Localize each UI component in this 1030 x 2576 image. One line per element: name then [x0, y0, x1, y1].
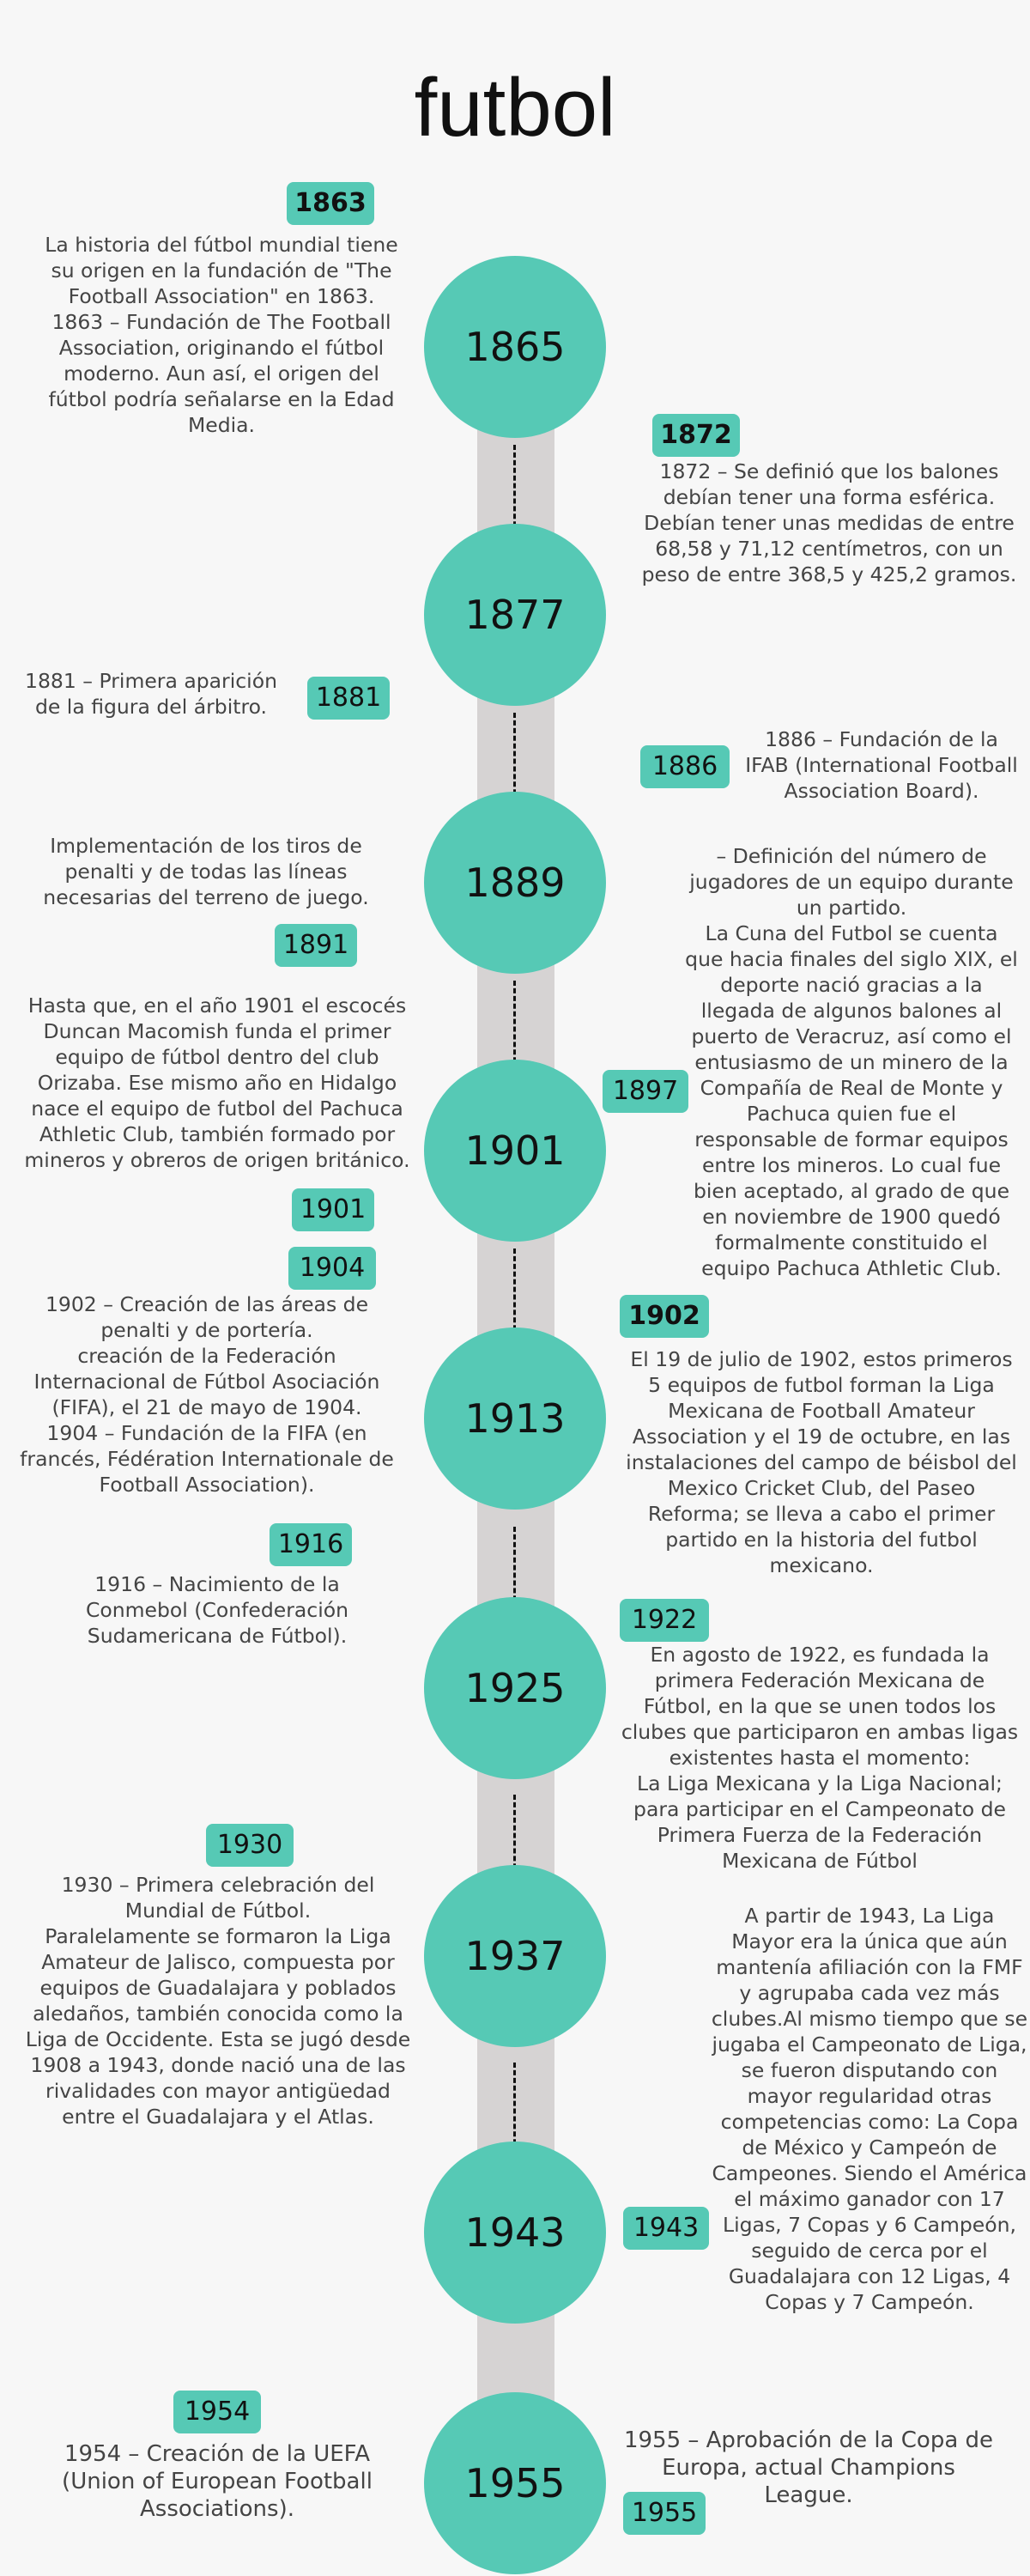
event-text-1955: 1955 – Aprobación de la Copa de Europa, actual Champions League.: [623, 2427, 994, 2508]
timeline-circle-1913: 1913: [424, 1327, 606, 1510]
year-badge-1930: 1930: [206, 1824, 294, 1867]
year-badge-1872: 1872: [652, 414, 740, 457]
year-badge-1881: 1881: [307, 677, 390, 720]
page-title: futbol: [414, 62, 616, 154]
event-text-1902: El 19 de julio de 1902, estos primeros 5 equipos de futbol forman la Liga Mexicana de Football Amateur Association y el 19 de octubre, en las instalaciones del campo de béisbol del Mexico Cricket Club, del Paseo Reforma; se lleva a cabo el primer partido en la historia del futbol mexicano.: [626, 1347, 1017, 1577]
year-badge-1902: 1902: [620, 1295, 709, 1338]
timeline-circle-1937: 1937: [424, 1865, 606, 2047]
year-badge-1955: 1955: [623, 2492, 706, 2535]
year-badge-1891: 1891: [275, 924, 357, 967]
event-text-cuna-del-futbol: – Definición del número de jugadores de un equipo durante un partido. La Cuna del Futbol se cuenta que hacia finales del siglo XIX, el deporte nació gracias a la llegada de algunos balones al puerto de Veracruz, así como el entusiasmo de un minero de la Compañía de Real de Monte y Pachuca quien fue el responsable de formar equipos entre los mineros. Lo cual fue bien aceptado, al grado de que en noviembre de 1900 quedó formalmente constituido el equipo Pachuca Athletic Club.: [685, 844, 1018, 1280]
timeline-circle-1889: 1889: [424, 792, 606, 974]
timeline-circle-1901: 1901: [424, 1060, 606, 1242]
year-badge-1954: 1954: [173, 2391, 261, 2433]
event-text-1904: 1902 – Creación de las áreas de penalti y de portería. creación de la Federación Internacional de Fútbol Asociación (FIFA), el 21 de mayo de 1904. 1904 – Fundación de la FIFA (en francés, Fédération Internationale de Football Association).: [20, 1292, 394, 1497]
timeline-circle-1865: 1865: [424, 256, 606, 438]
event-text-macomish: Hasta que, en el año 1901 el escocés Duncan Macomish funda el primer equipo de fútbol dentro del club Orizaba. Ese mismo año en Hidalgo nace el equipo de futbol del Pachuca Athletic Club, también formado por mineros y obreros de origen británico.: [24, 993, 410, 1172]
event-text-1916: 1916 – Nacimiento de la Conmebol (Confederación Sudamericana de Fútbol).: [85, 1572, 349, 1648]
year-badge-1863: 1863: [287, 182, 374, 225]
year-badge-1922: 1922: [620, 1599, 709, 1642]
event-text-1872: 1872 – Se definió que los balones debían tener una forma esférica. Debían tener unas medidas de entre 68,58 y 71,12 centímetros, con un peso de entre 368,5 y 425,2 gramos.: [641, 459, 1017, 586]
timeline-circle-1877: 1877: [424, 524, 606, 706]
event-text-1886: 1886 – Fundación de la IFAB (International Football Association Board).: [745, 727, 1018, 803]
timeline-circle-1943: 1943: [424, 2142, 606, 2324]
year-badge-1904: 1904: [288, 1247, 376, 1290]
year-badge-1916: 1916: [270, 1523, 352, 1566]
year-badge-1897: 1897: [603, 1070, 688, 1113]
event-text-1943: A partir de 1943, La Liga Mayor era la única que aún mantenía afiliación con la FMF y agrupaba cada vez más clubes.Al mismo tiempo que se jugaba el Campeonato de Liga, se fueron disputando con mayor regularidad otras competencias como: La Copa de México y Campeón de Campeones. Siendo el América el máximo ganador con 17 Ligas, 7 Copas y 6 Campeón, seguido de cerca por el Guadalajara con 12 Ligas, 4 Copas y 7 Campeón.: [711, 1904, 1028, 2314]
year-badge-1886: 1886: [640, 745, 730, 788]
year-badge-1943: 1943: [623, 2207, 709, 2250]
year-badge-1901: 1901: [292, 1188, 374, 1231]
timeline-circle-1925: 1925: [424, 1597, 606, 1779]
timeline-circle-1955: 1955: [424, 2392, 606, 2574]
event-text-1881: 1881 – Primera aparición de la figura del árbitro.: [25, 669, 277, 719]
event-text-1863: La historia del fútbol mundial tiene su origen en la fundación de "The Football Association" en 1863. 1863 – Fundación de The Football Association, originando el fútbol moderno. Aun así, el origen del fútbol podría señalarse en la Edad Media.: [45, 233, 398, 437]
event-text-penalti: Implementación de los tiros de penalti y de todas las líneas necesarias del terreno de juego.: [43, 834, 369, 909]
event-text-1922: En agosto de 1922, es fundada la primera Federación Mexicana de Fútbol, en la que se unen todos los clubes que participaron en ambas ligas existentes hasta el momento: La Liga Mexicana y la Liga Nacional; para participar en el Campeonato de Primera Fuerza de la Federación Mexicana de Fútbol: [621, 1643, 1019, 1873]
event-text-1930: 1930 – Primera celebración del Mundial de Fútbol. Paralelamente se formaron la Liga Amateur de Jalisco, compuesta por equipos de Guadalajara y poblados aledaños, también conocida como la Liga de Occidente. Esta se jugó desde 1908 a 1943, donde nació una de las rivalidades con mayor antigüedad entre el Guadalajara y el Atlas.: [25, 1873, 411, 2129]
event-text-1954: 1954 – Creación de la UEFA (Union of European Football Associations).: [62, 2441, 373, 2522]
